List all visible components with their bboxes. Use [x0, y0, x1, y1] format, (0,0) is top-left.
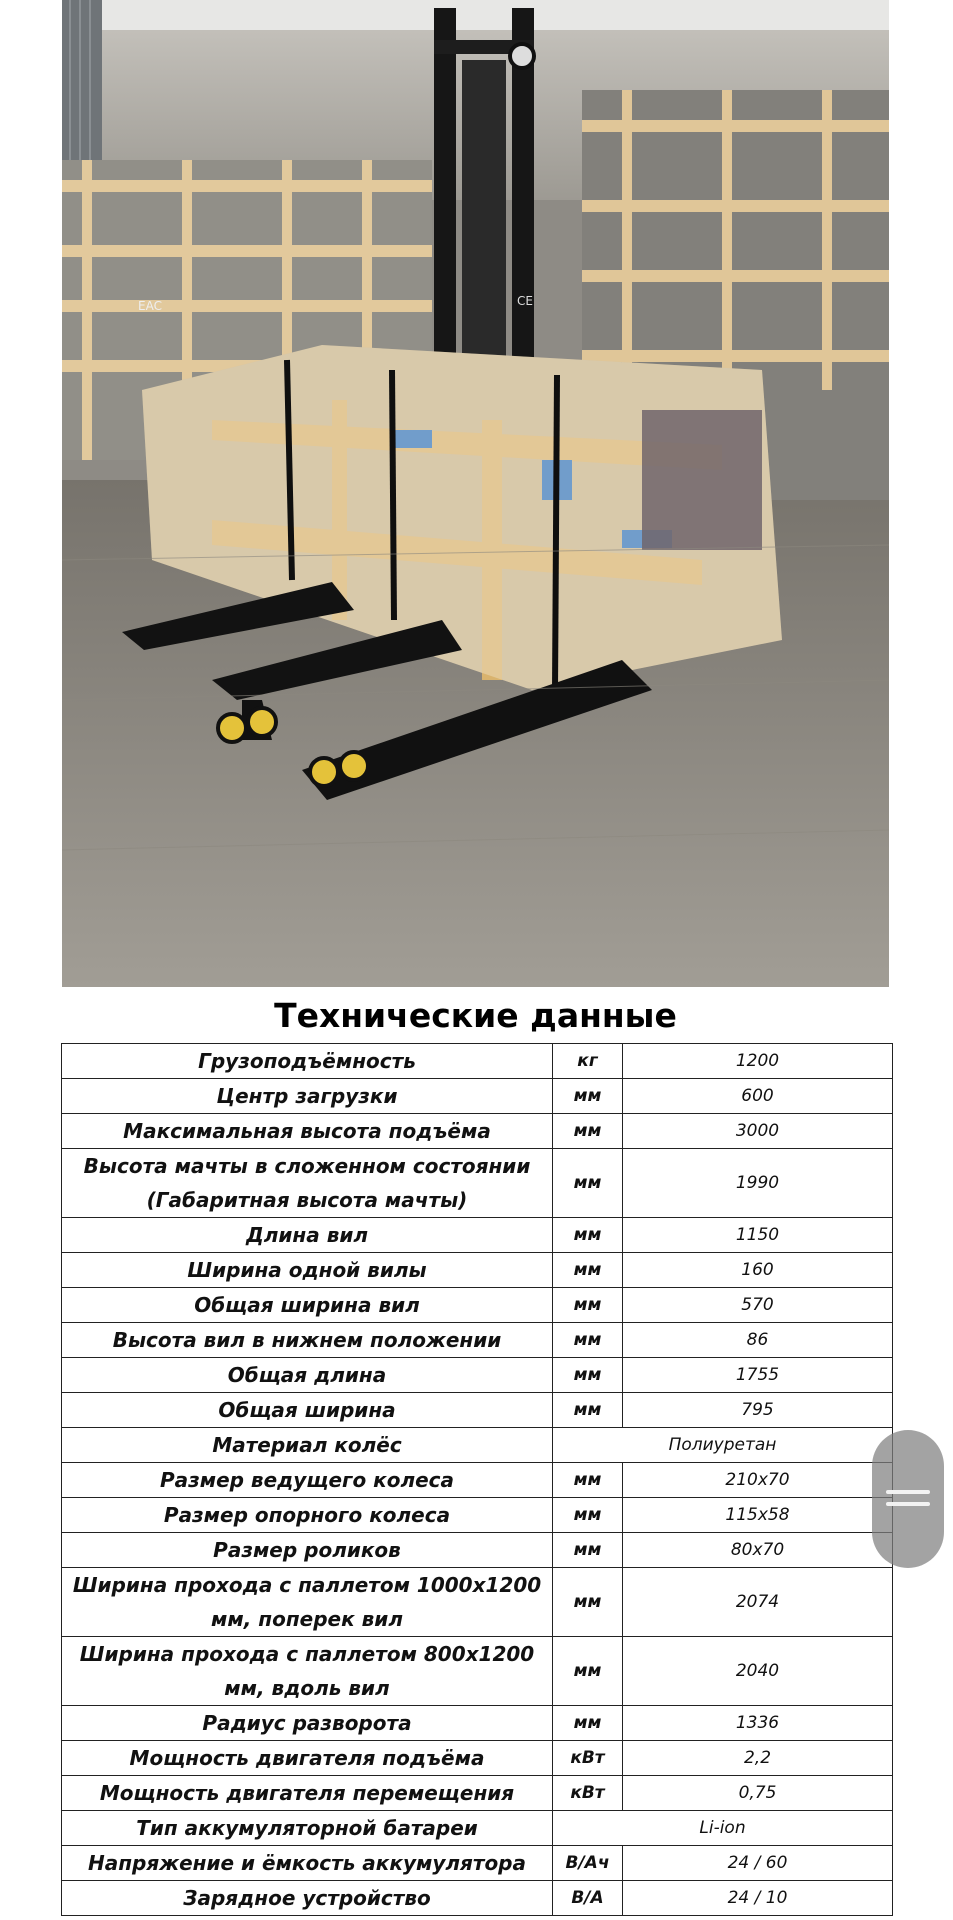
- spec-row: [62, 1358, 893, 1393]
- spec-param: Высота мачты в сложенном состоянии (Габаритная высота мачты): [62, 1149, 553, 1218]
- spec-param: Радиус разворота: [62, 1706, 553, 1741]
- spec-row: [62, 1114, 893, 1149]
- spec-unit: мм: [553, 1288, 623, 1323]
- handle-grip-line: [886, 1502, 930, 1506]
- spec-param: Напряжение и ёмкость аккумулятора: [62, 1846, 553, 1881]
- spec-unit: мм: [553, 1079, 623, 1114]
- spec-row: [62, 1253, 893, 1288]
- spec-unit: В/Ач: [553, 1846, 623, 1881]
- spec-value: 1755: [623, 1358, 893, 1393]
- spec-value: 1990: [623, 1149, 893, 1218]
- spec-param: Центр загрузки: [62, 1079, 553, 1114]
- stacker-photo-illustration: [62, 0, 889, 987]
- spec-unit: кг: [553, 1044, 623, 1079]
- spec-unit: кВт: [553, 1741, 623, 1776]
- spec-unit: мм: [553, 1706, 623, 1741]
- spec-unit: кВт: [553, 1776, 623, 1811]
- page-title: Технические данные: [274, 996, 677, 1035]
- spec-row: [62, 1428, 893, 1463]
- spec-value: 2074: [623, 1568, 893, 1637]
- spec-param: Максимальная высота подъёма: [62, 1114, 553, 1149]
- spec-row: [62, 1533, 893, 1568]
- handle-grip-line: [886, 1490, 930, 1494]
- spec-unit: мм: [553, 1393, 623, 1428]
- spec-unit: мм: [553, 1253, 623, 1288]
- spec-param: Общая ширина вил: [62, 1288, 553, 1323]
- spec-value: 0,75: [623, 1776, 893, 1811]
- spec-row: [62, 1149, 893, 1218]
- spec-param: Размер опорного колеса: [62, 1498, 553, 1533]
- spec-value: Li-ion: [553, 1811, 893, 1846]
- spec-row: [62, 1079, 893, 1114]
- spec-unit: мм: [553, 1463, 623, 1498]
- spec-value: 115x58: [623, 1498, 893, 1533]
- spec-param: Размер роликов: [62, 1533, 553, 1568]
- spec-row: [62, 1741, 893, 1776]
- spec-unit: мм: [553, 1498, 623, 1533]
- spec-param: Материал колёс: [62, 1428, 553, 1463]
- spec-value: 80x70: [623, 1533, 893, 1568]
- spec-row: [62, 1568, 893, 1637]
- spec-table: [61, 1043, 893, 1916]
- spec-unit: мм: [553, 1114, 623, 1149]
- spec-unit: мм: [553, 1218, 623, 1253]
- spec-value: 210x70: [623, 1463, 893, 1498]
- spec-param: Тип аккумуляторной батареи: [62, 1811, 553, 1846]
- spec-row: [62, 1393, 893, 1428]
- spec-value: 160: [623, 1253, 893, 1288]
- spec-row: [62, 1323, 893, 1358]
- spec-value: 1336: [623, 1706, 893, 1741]
- scroll-handle[interactable]: [872, 1430, 944, 1568]
- spec-row: [62, 1706, 893, 1741]
- spec-value: 795: [623, 1393, 893, 1428]
- spec-row: [62, 1288, 893, 1323]
- spec-value: 3000: [623, 1114, 893, 1149]
- spec-row: [62, 1776, 893, 1811]
- spec-value: 1150: [623, 1218, 893, 1253]
- spec-unit: мм: [553, 1637, 623, 1706]
- spec-row: [62, 1463, 893, 1498]
- spec-param: Общая длина: [62, 1358, 553, 1393]
- spec-row: [62, 1881, 893, 1916]
- spec-value: 24 / 60: [623, 1846, 893, 1881]
- spec-param: Ширина одной вилы: [62, 1253, 553, 1288]
- spec-value: 1200: [623, 1044, 893, 1079]
- spec-row: [62, 1637, 893, 1706]
- spec-unit: мм: [553, 1149, 623, 1218]
- spec-row: [62, 1218, 893, 1253]
- spec-value: 2040: [623, 1637, 893, 1706]
- spec-param: Размер ведущего колеса: [62, 1463, 553, 1498]
- spec-unit: В/А: [553, 1881, 623, 1916]
- spec-param: Общая ширина: [62, 1393, 553, 1428]
- spec-param: Высота вил в нижнем положении: [62, 1323, 553, 1358]
- spec-unit: мм: [553, 1358, 623, 1393]
- spec-param: Ширина прохода с паллетом 800x1200 мм, вдоль вил: [62, 1637, 553, 1706]
- product-photo: [62, 0, 889, 987]
- spec-param: Мощность двигателя перемещения: [62, 1776, 553, 1811]
- spec-param: Грузоподъёмность: [62, 1044, 553, 1079]
- spec-value: Полиуретан: [553, 1428, 893, 1463]
- spec-value: 600: [623, 1079, 893, 1114]
- spec-row: [62, 1498, 893, 1533]
- spec-value: 24 / 10: [623, 1881, 893, 1916]
- ce-label: CE: [517, 294, 533, 308]
- spec-param: Ширина прохода с паллетом 1000x1200 мм, поперек вил: [62, 1568, 553, 1637]
- eac-label: EAC: [138, 299, 162, 313]
- spec-param: Длина вил: [62, 1218, 553, 1253]
- spec-unit: мм: [553, 1323, 623, 1358]
- spec-value: 570: [623, 1288, 893, 1323]
- spec-row: [62, 1846, 893, 1881]
- spec-row: [62, 1811, 893, 1846]
- spec-row: [62, 1044, 893, 1079]
- spec-unit: мм: [553, 1533, 623, 1568]
- spec-param: Зарядное устройство: [62, 1881, 553, 1916]
- spec-param: Мощность двигателя подъёма: [62, 1741, 553, 1776]
- spec-value: 2,2: [623, 1741, 893, 1776]
- spec-value: 86: [623, 1323, 893, 1358]
- spec-unit: мм: [553, 1568, 623, 1637]
